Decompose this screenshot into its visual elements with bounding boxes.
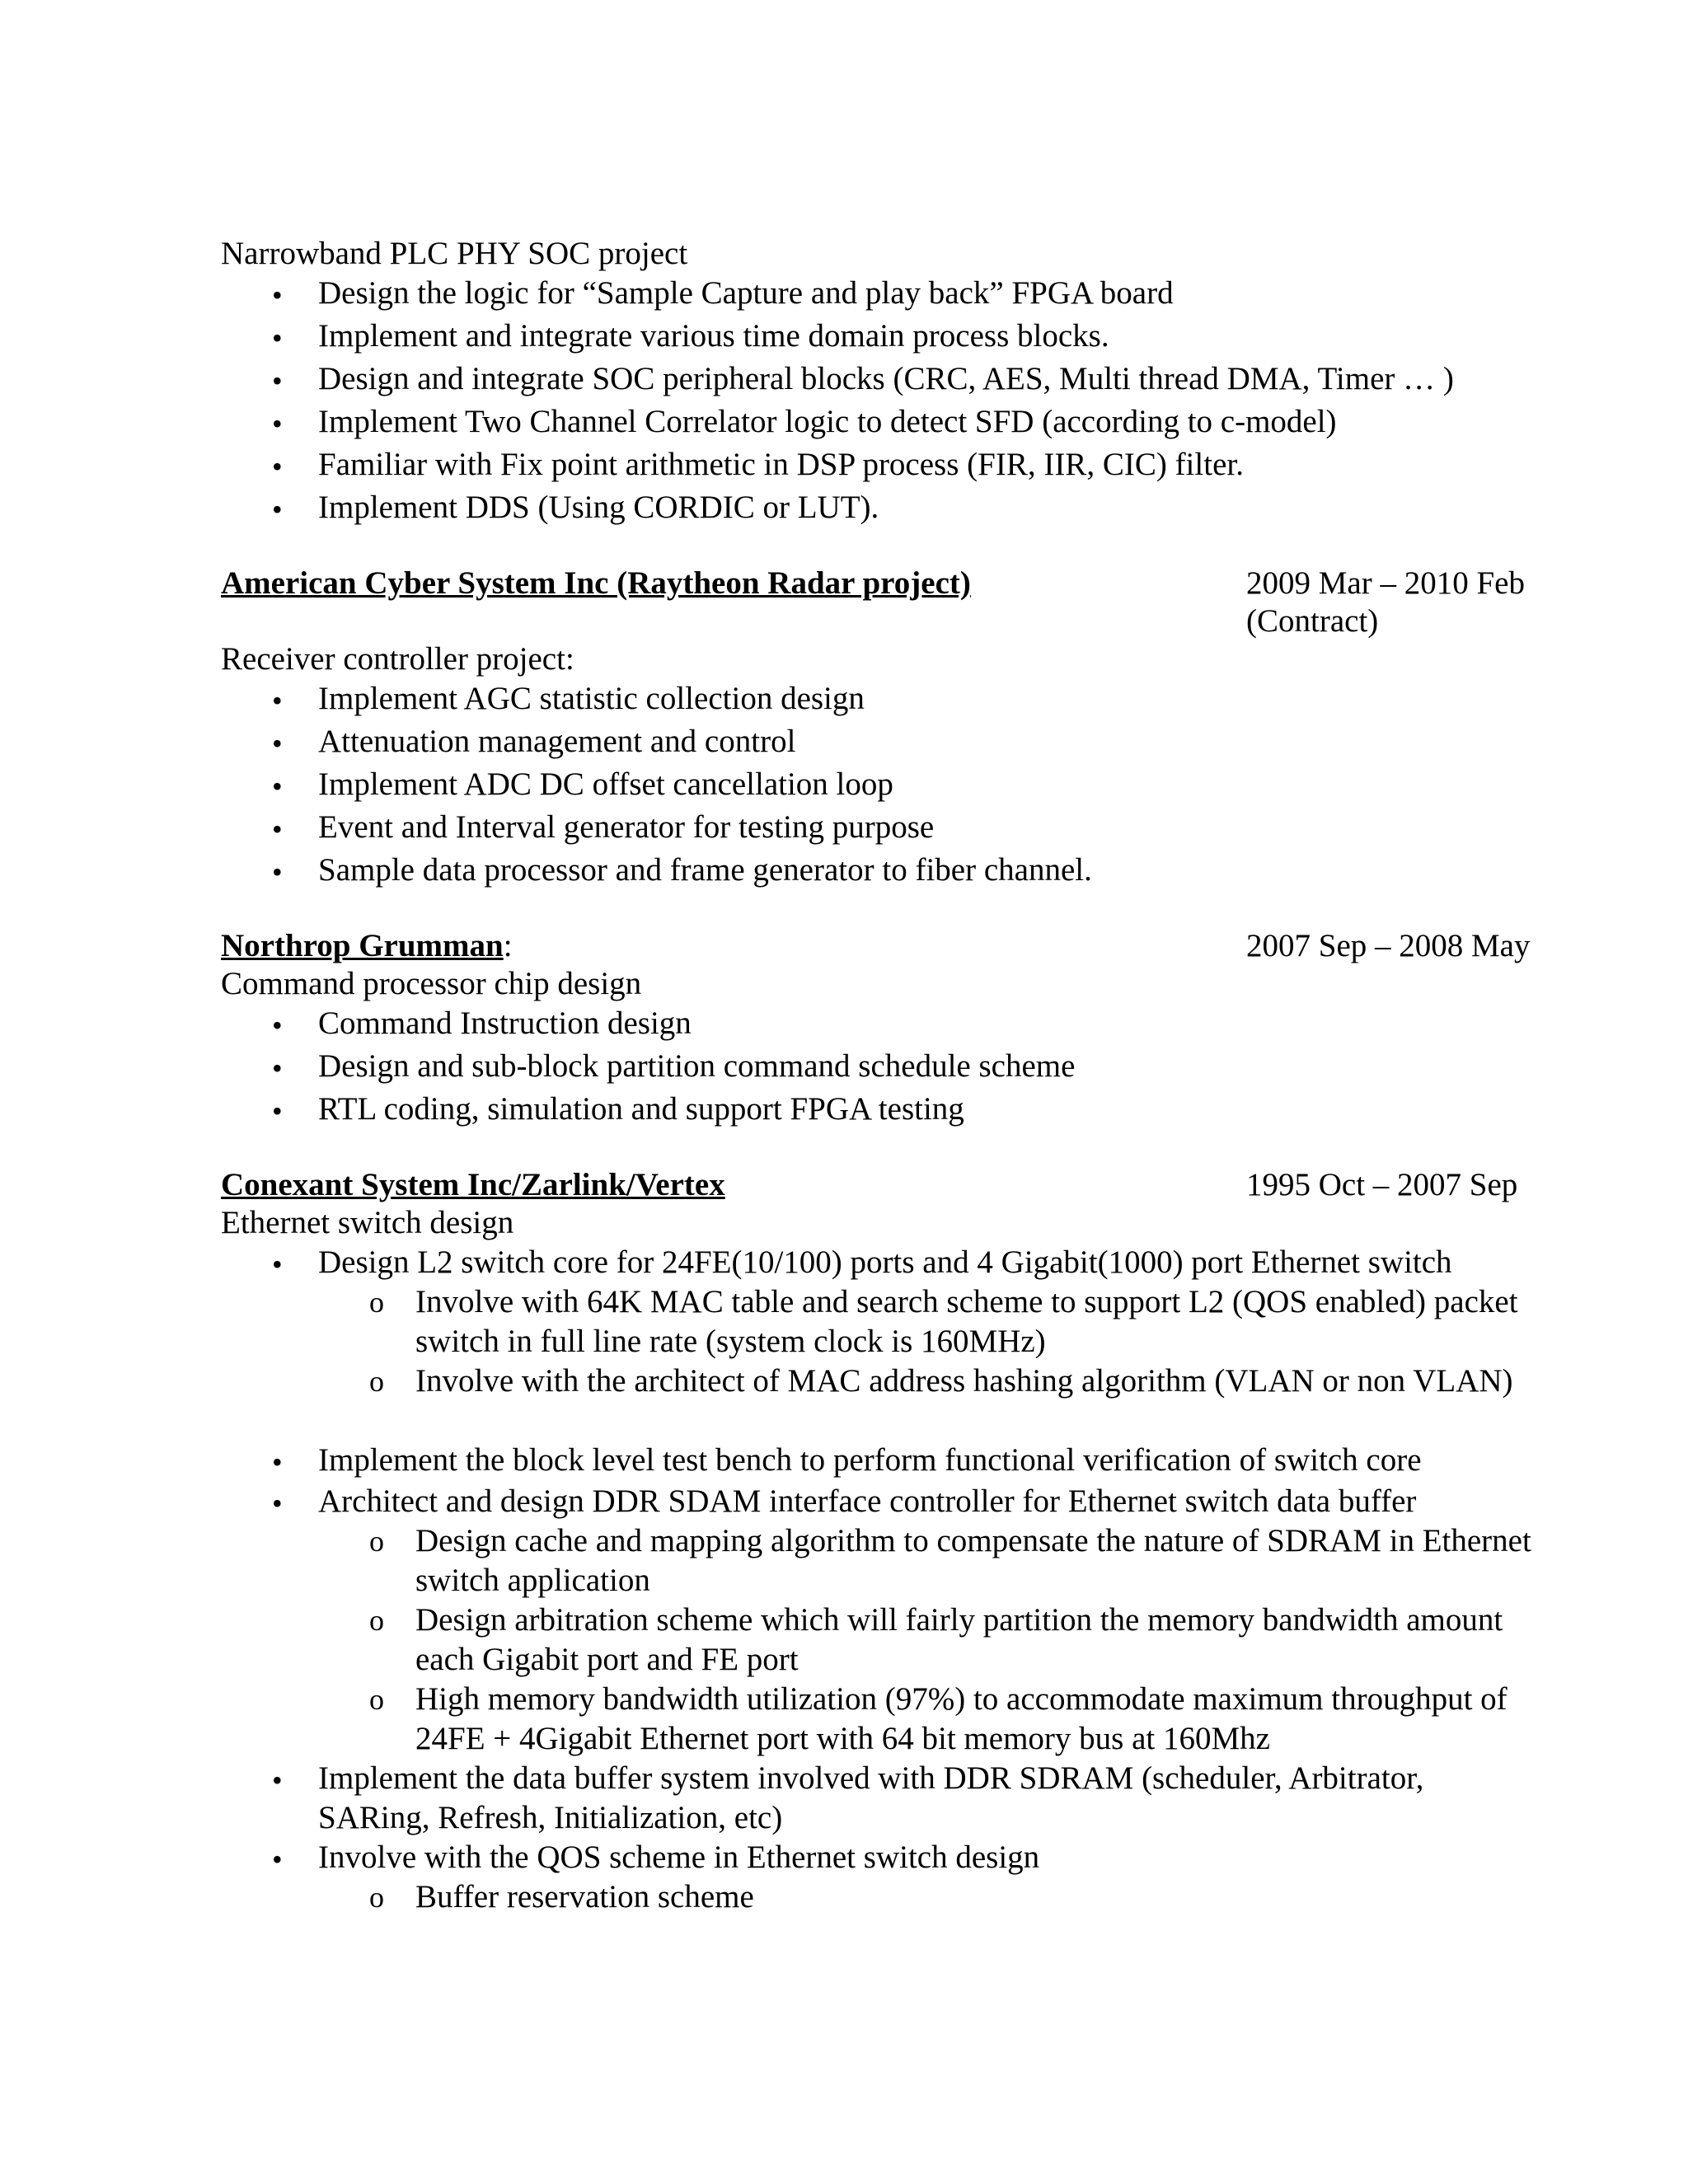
narrowband-item-3: Design and integrate SOC peripheral blocks (CRC, AES, Multi thread DMA, Timer … ) [318,361,1454,396]
bullet-icon: • [272,1052,283,1085]
conexant-item-5-sub-1: Buffer reservation scheme [415,1879,754,1915]
bullet-icon: • [272,1248,283,1281]
american-item-1: Implement AGC statistic collection design [318,681,865,716]
conexant-item-3-sub-3-line-1: High memory bandwidth utilization (97%) to accommodate maximum throughput of [415,1681,1507,1717]
bullet-icon: • [272,855,283,888]
bullet-icon: • [272,407,283,440]
conexant-item-1-sub-1-line-1: Involve with 64K MAC table and search scheme to support L2 (QOS enabled) packet [415,1284,1518,1319]
circle-bullet-icon: o [369,1525,384,1558]
bullet-icon: • [272,321,283,354]
american-project-title: Receiver controller project: [221,641,574,677]
circle-bullet-icon: o [369,1881,384,1914]
circle-bullet-icon: o [369,1365,384,1398]
narrowband-item-6: Implement DDS (Using CORDIC or LUT). [318,490,879,525]
american-item-2: Attenuation management and control [318,724,796,759]
american-dates: 2009 Mar – 2010 Feb [1246,565,1525,601]
conexant-item-3: Architect and design DDR SDAM interface controller for Ethernet switch data buffer [318,1483,1417,1519]
american-item-5: Sample data processor and frame generator to fiber channel. [318,852,1092,888]
circle-bullet-icon: o [369,1286,384,1319]
narrowband-project-title: Narrowband PLC PHY SOC project [221,236,688,271]
conexant-item-3-sub-3-line-2: 24FE + 4Gigabit Ethernet port with 64 bit memory bus at 160Mhz [415,1721,1270,1756]
bullet-icon: • [272,1843,283,1876]
bullet-icon: • [272,279,283,312]
circle-bullet-icon: o [369,1604,384,1637]
northrop-company-heading: Northrop Grumman [221,928,504,963]
northrop-item-1: Command Instruction design [318,1005,692,1041]
bullet-icon: • [272,1009,283,1042]
bullet-icon: • [272,1487,283,1520]
conexant-item-4-line-2: SARing, Refresh, Initialization, etc) [318,1800,783,1835]
conexant-dates: 1995 Oct – 2007 Sep [1246,1167,1518,1202]
narrowband-item-1: Design the logic for “Sample Capture and play back” FPGA board [318,275,1174,311]
bullet-icon: • [272,813,283,846]
conexant-item-1-sub-1-line-2: switch in full line rate (system clock is 160MHz) [415,1324,1046,1359]
northrop-dates: 2007 Sep – 2008 May [1246,928,1531,963]
bullet-icon: • [272,684,283,717]
bullet-icon: • [272,727,283,760]
northrop-item-3: RTL coding, simulation and support FPGA testing [318,1091,964,1127]
conexant-item-4-line-1: Implement the data buffer system involved with DDR SDRAM (scheduler, Arbitrator, [318,1760,1424,1796]
narrowband-item-2: Implement and integrate various time domain process blocks. [318,318,1109,354]
conexant-project-title: Ethernet switch design [221,1205,514,1240]
american-item-4: Event and Interval generator for testing purpose [318,809,935,845]
northrop-item-2: Design and sub-block partition command schedule scheme [318,1048,1076,1084]
northrop-project-title: Command processor chip design [221,966,642,1001]
conexant-item-3-sub-1-line-2: switch application [415,1563,650,1598]
bullet-icon: • [272,493,283,526]
bullet-icon: • [272,1764,283,1797]
american-company-heading: American Cyber System Inc (Raytheon Radar project) [221,565,971,601]
northrop-heading-line [221,926,513,966]
american-contract-note: (Contract) [1246,603,1379,639]
northrop-colon: : [503,928,513,963]
conexant-item-2: Implement the block level test bench to perform functional verification of switch core [318,1442,1422,1478]
narrowband-item-5: Familiar with Fix point arithmetic in DSP process (FIR, IIR, CIC) filter. [318,447,1244,482]
bullet-icon: • [272,364,283,397]
american-item-3: Implement ADC DC offset cancellation loop [318,766,893,802]
circle-bullet-icon: o [369,1683,384,1716]
conexant-item-3-sub-1-line-1: Design cache and mapping algorithm to compensate the nature of SDRAM in Ethernet [415,1523,1531,1558]
conexant-item-3-sub-2-line-2: each Gigabit port and FE port [415,1642,799,1677]
conexant-company-heading: Conexant System Inc/Zarlink/Vertex [221,1167,725,1202]
narrowband-item-4: Implement Two Channel Correlator logic to detect SFD (according to c-model) [318,404,1337,439]
bullet-icon: • [272,1446,283,1479]
conexant-item-1-sub-2: Involve with the architect of MAC address hashing algorithm (VLAN or non VLAN) [415,1363,1513,1399]
conexant-item-5: Involve with the QOS scheme in Ethernet switch design [318,1840,1040,1875]
bullet-icon: • [272,1094,283,1127]
conexant-item-1: Design L2 switch core for 24FE(10/100) ports and 4 Gigabit(1000) port Ethernet switch [318,1244,1452,1280]
bullet-icon: • [272,770,283,803]
bullet-icon: • [272,450,283,483]
conexant-item-3-sub-2-line-1: Design arbitration scheme which will fairly partition the memory bandwidth amount [415,1602,1503,1638]
